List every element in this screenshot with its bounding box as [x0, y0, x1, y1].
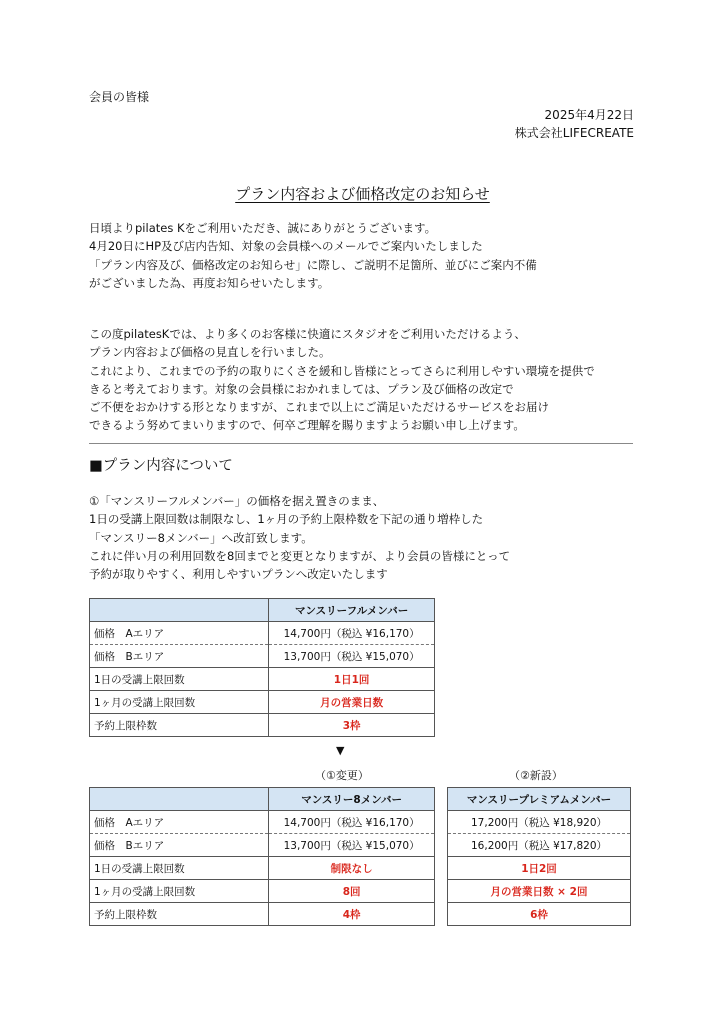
row-label: 価格 Aエリア: [90, 811, 269, 834]
row-label: 1日の受講上限回数: [90, 857, 269, 880]
row-label: 1日の受講上限回数: [90, 668, 269, 691]
cell-value: 14,700円（税込 ¥16,170）: [269, 622, 435, 645]
body-line: できるよう努めてまいりますので、何卒ご理解を賜りますようお願い申し上げます。: [89, 418, 525, 433]
plan-line: 1日の受講上限回数は制限なし、1ヶ月の予約上限枠数を下記の通り増枠した: [89, 512, 484, 527]
row-label: 価格 Bエリア: [90, 834, 269, 857]
plan-line: これに伴い月の利用回数を8回までと変更となりますが、より会員の皆様にとって: [89, 548, 511, 563]
intro-line: 4月20日にHP及び店内告知、対象の会員様へのメールでご案内いたしました: [89, 239, 483, 254]
plan-header: マンスリープレミアムメンバー: [448, 788, 631, 811]
changed-caption: （①変更）: [315, 769, 369, 782]
row-label: 1ヶ月の受講上限回数: [90, 691, 269, 714]
body-line: この度pilatesKでは、より多くのお客様に快適にスタジオをご利用いただけるよう、: [89, 327, 526, 341]
intro-line: 「プラン内容及び、価格改定のお知らせ」に際し、ご説明不足箇所、並びにご案内不備: [89, 257, 537, 272]
cell-value: 14,700円（税込 ¥16,170）: [269, 811, 435, 834]
body-paragraph: [89, 325, 649, 435]
section-heading: ■プラン内容について: [89, 458, 233, 474]
intro-line: 日頃よりpilates Kをご利用いただき、誠にありがとうございます。: [89, 221, 437, 235]
table-corner: [90, 599, 269, 622]
body-line: きると考えております。対象の会員様におかれましては、プラン及び価格の改定で: [89, 381, 514, 396]
cell-value: 16,200円（税込 ¥17,820）: [448, 834, 631, 857]
divider: [89, 443, 633, 444]
new-caption: （②新設）: [509, 769, 563, 782]
table-corner: [90, 788, 269, 811]
cell-value: 8回: [269, 880, 435, 903]
row-label: 価格 Bエリア: [90, 645, 269, 668]
cell-value: 月の営業日数: [269, 691, 435, 714]
plan-header: マンスリー8メンバー: [269, 788, 435, 811]
row-label: 予約上限枠数: [90, 903, 269, 926]
row-label: 価格 Aエリア: [90, 622, 269, 645]
plan-line: 予約が取りやすく、利用しやすいプランへ改定いたします: [89, 567, 388, 582]
row-label: 1ヶ月の受講上限回数: [90, 880, 269, 903]
addressee: 会員の皆様: [89, 90, 150, 104]
intro-paragraph: [89, 219, 649, 292]
page-title: プラン内容および価格改定のお知らせ: [235, 185, 490, 203]
date: 2025年4月22日: [544, 108, 634, 122]
cell-value: 1日1回: [269, 668, 435, 691]
plan-paragraph: [89, 492, 649, 583]
body-line: ご不便をおかけする形となりますが、これまで以上にご満足いただけるサービスをお届け: [89, 400, 549, 415]
cell-value: 制限なし: [269, 857, 435, 880]
plan-line: ①「マンスリーフルメンバー」の価格を据え置きのまま、: [89, 494, 385, 508]
cell-value: 13,700円（税込 ¥15,070）: [269, 645, 435, 668]
new-plan-table: [447, 787, 631, 926]
plan-line: 「マンスリー8メンバー」へ改訂致します。: [89, 530, 313, 545]
row-label: 予約上限枠数: [90, 714, 269, 737]
cell-value: 月の営業日数 × 2回: [448, 880, 631, 903]
company-name: 株式会社LIFECREATE: [514, 126, 634, 140]
cell-value: 6枠: [448, 903, 631, 926]
cell-value: 4枠: [269, 903, 435, 926]
changed-plan-table: [89, 787, 435, 926]
cell-value: 13,700円（税込 ¥15,070）: [269, 834, 435, 857]
current-plan-table: [89, 598, 435, 737]
cell-value: 3枠: [269, 714, 435, 737]
plan-header: マンスリーフルメンバー: [269, 599, 435, 622]
cell-value: 17,200円（税込 ¥18,920）: [448, 811, 631, 834]
body-line: これにより、これまでの予約の取りにくさを緩和し皆様にとってさらに利用しやすい環境を提供で: [89, 363, 595, 378]
down-arrow-icon: ▼: [336, 744, 345, 757]
cell-value: 1日2回: [448, 857, 631, 880]
body-line: プラン内容および価格の見直しを行いました。: [89, 345, 331, 360]
intro-line: がございました為、再度お知らせいたします。: [89, 275, 330, 290]
